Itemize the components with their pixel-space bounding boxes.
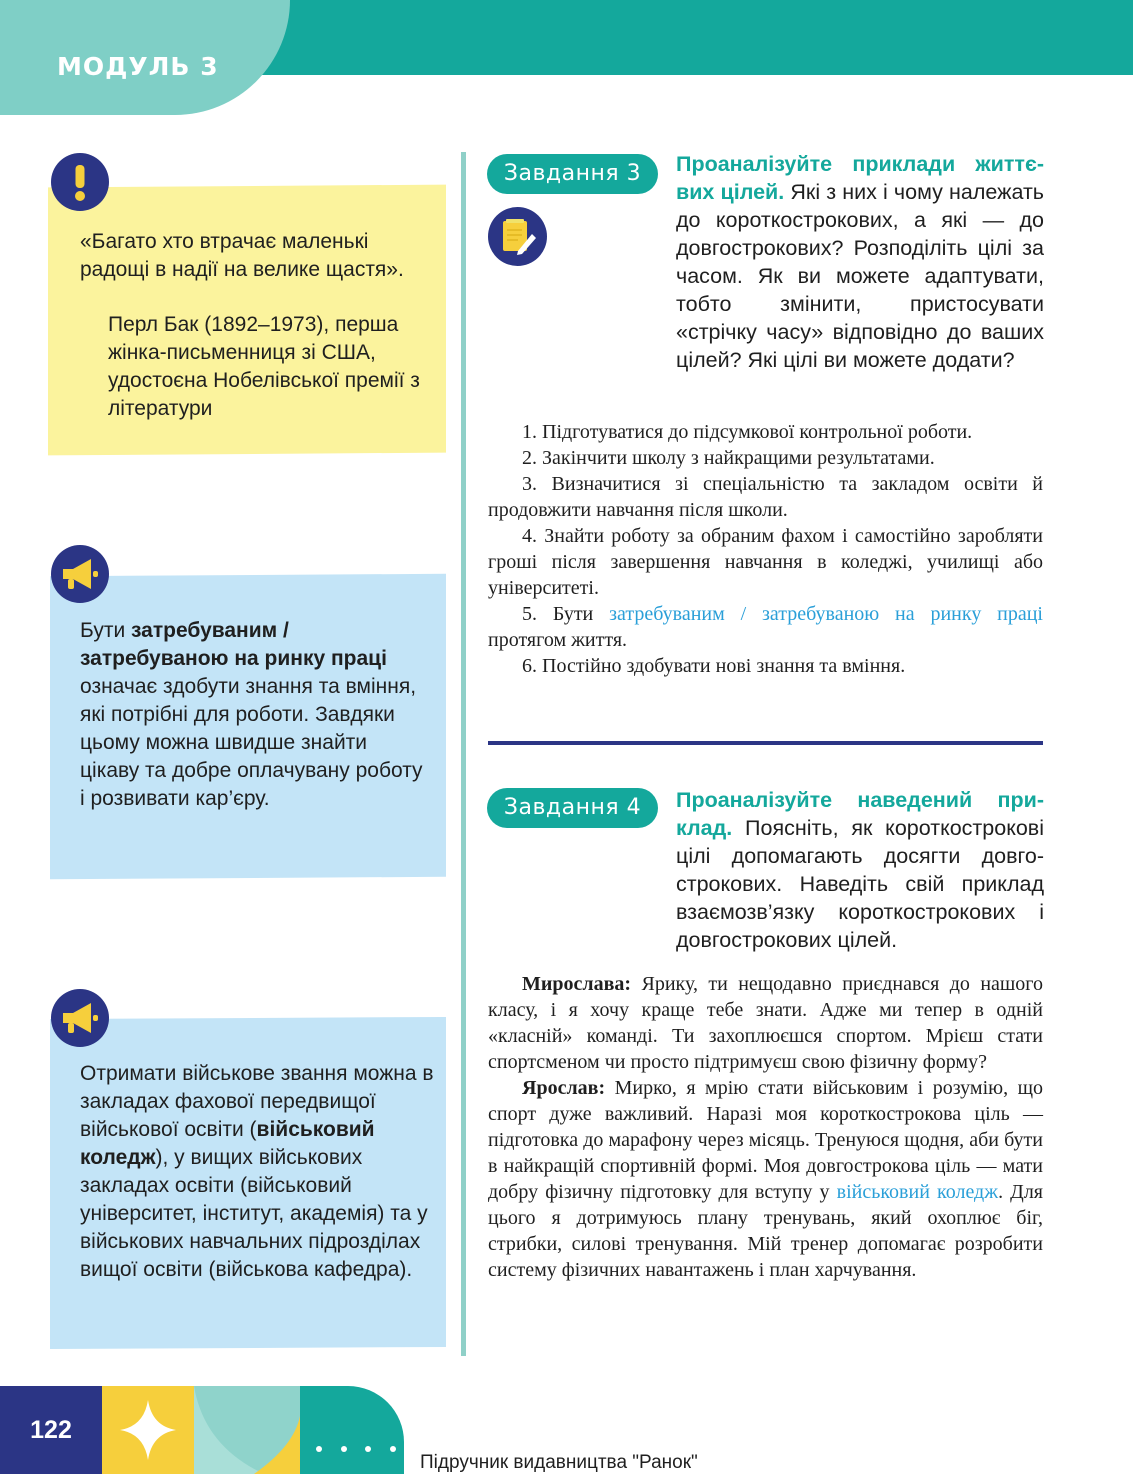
column-divider: [461, 152, 466, 1356]
module-title: МОДУЛЬ 3: [57, 52, 219, 81]
sparkle-star-icon: [102, 1386, 194, 1474]
military-term: військовий коледж: [80, 1118, 375, 1169]
footer-star-block: [102, 1386, 194, 1474]
task-4-label: Завдання 4: [487, 788, 658, 828]
megaphone-icon: [51, 989, 109, 1047]
footer-dots-block: [300, 1386, 404, 1474]
demand-term: затребуваним / затребуваною на ринку праці: [80, 619, 387, 670]
dialog-line: Мирослава: Ярику, ти нещодавно приєднався до нашого класу, і я хочу краще тебе знати. Адже ми тепер в одній «класній» команді. Ти захоплюєшся спортом. Мрієш стати спортсменом чи просто підтримуєш свою фізичну форму?: [488, 973, 1043, 1073]
speaker-name: Мирослава:: [522, 973, 632, 995]
speaker-name: Ярослав:: [522, 1077, 606, 1099]
notepad-pencil-icon: [488, 207, 547, 266]
dialog-line: Ярослав: Мирко, я мрію стати військовим і розумію, що спорт дуже важливий. Наразі моя короткострокова ціль — підготовка до марафону через місяць. Тренуюся щодня, аби бути в найкращій спортивній формі. Моя довгострокова ціль — мати добру фізичну підготовку для вступу у військовий коледж. Для цього я дотримуюсь плану тренувань, який охоплює біг, стрибки, силові тренування. Мій тренер допомагає розробити систему фізичних навантажень і план харчування.: [488, 1077, 1044, 1281]
quote-author: Перл Бак (1892–1973), перша жінка-письменниця зі США, удостоєна Нобелівської премії з літератури: [108, 313, 420, 420]
list-item: 4. Знайти роботу за обраним фахом і самостійно заробляти гроші після завершення навчання в коледжі, училищі або університеті.: [488, 525, 1043, 599]
megaphone-icon: [51, 545, 109, 603]
military-college-link[interactable]: військовий коледж: [836, 1181, 999, 1203]
footer-leaf-block: [194, 1386, 300, 1474]
quote-text: «Багато хто втрачає маленькі радощі в надії на велике щастя».: [80, 230, 404, 281]
section-divider: [488, 741, 1043, 745]
footer-dots: [316, 1446, 396, 1452]
demand-term-link[interactable]: затребуваним / затребуваною на ринку праці: [609, 603, 1043, 625]
list-item: 5. Бути затребуваним / затребуваною на ринку праці протягом життя.: [488, 603, 1043, 651]
task-4-dialog: [488, 971, 1043, 1283]
task-3-instruction: Проаналізуйте приклади життєвих цілей. Які з них і чому належать до короткострокових, а які — до довгострокових? Розподіліть цілі за часом. Як ви можете адаптувати, тобто змінити, пристосувати «стрічку часу» відповідно до ваших цілей? Які цілі ви можете додати?: [676, 152, 1044, 372]
task-4-instruction: Проаналізуйте наведений приклад. Поясніть, як короткострокові цілі допомагають досягти довгострокових. Наведіть свій приклад взаємозв’язку короткострокових і довгострокових цілей.: [676, 788, 1044, 952]
list-item: 3. Визначитися зі спеціальністю та закладом освіти й продовжити навчання після школи.: [488, 473, 1043, 521]
demand-text: Бути затребуваним / затребуваною на ринку праці означає здобути знання та вміння, які потрібні для роботи. Завдяки цьому можна швидше знайти цікаву та добре оплачувану роботу і розвивати кар’єру.: [80, 619, 423, 810]
exclamation-icon: [51, 153, 109, 211]
publisher-credit: Підручник видавництва "Ранок": [420, 1452, 698, 1473]
leaf-shape-icon: [194, 1386, 300, 1474]
list-item: 6. Постійно здобувати нові знання та вміння.: [522, 655, 906, 677]
list-item: 1. Підготуватися до підсумкової контрольної роботи.: [522, 421, 973, 443]
task-3-goal-list: [488, 419, 1043, 679]
page-number: 122: [30, 1416, 72, 1444]
list-item: 2. Закінчити школу з найкращими результатами.: [522, 447, 935, 469]
military-text: Отримати військове звання можна в закладах фахової передвищої військової освіти (військовий коледж), у вищих військових закладах освіти (військовий університет, інститут, академія) та у військових навчальних підрозділах вищої освіти (військова кафедра).: [80, 1062, 434, 1281]
task-3-label: Завдання 3: [487, 154, 658, 194]
